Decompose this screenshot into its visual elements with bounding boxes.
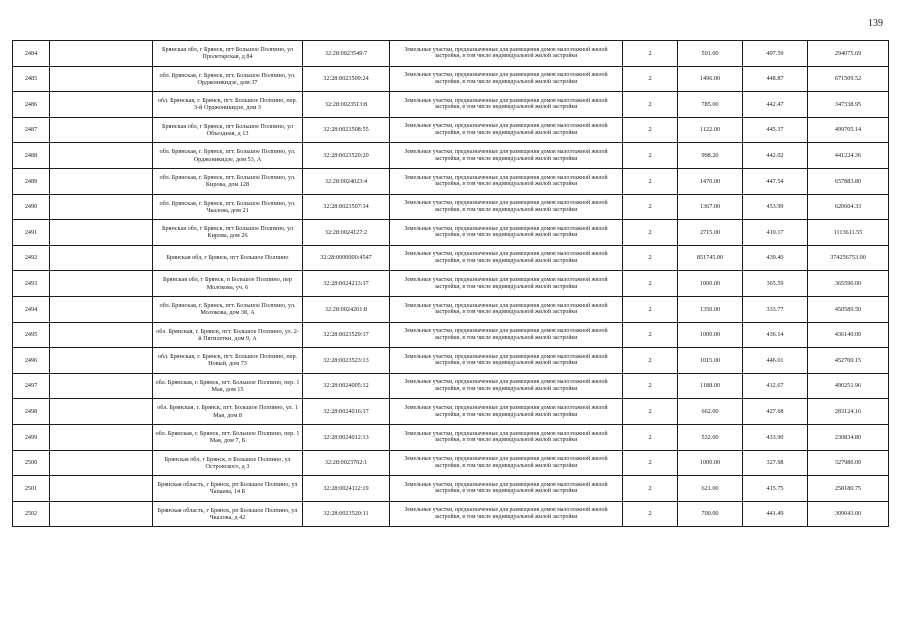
land-purpose-cell: Земельные участки, предназначенные для размещения домов малоэтажной жилой застройки, в том числе индивидуальной жилой застройки bbox=[390, 117, 623, 143]
cadastral-value-cell: 620604.33 bbox=[808, 194, 889, 220]
table-row bbox=[13, 296, 889, 322]
cadastral-value-cell: 309043.00 bbox=[808, 501, 889, 527]
table-row bbox=[13, 424, 889, 450]
cadastral-number-cell: 32:28:0023509:24 bbox=[303, 66, 390, 92]
cadastral-value-cell: 499705.14 bbox=[808, 117, 889, 143]
cadastral-number-cell: 32:28:0024213:17 bbox=[303, 271, 390, 297]
row-number-cell: 2493 bbox=[13, 271, 50, 297]
rate-cell: 448.87 bbox=[743, 66, 808, 92]
cadastral-value-cell: 374256753.00 bbox=[808, 245, 889, 271]
table-row bbox=[13, 66, 889, 92]
row-number-cell: 2500 bbox=[13, 450, 50, 476]
rate-cell: 441.49 bbox=[743, 501, 808, 527]
table-row bbox=[13, 92, 889, 118]
rate-cell: 442.47 bbox=[743, 92, 808, 118]
address-cell: обл. Брянская, г. Брянск, пгт. Большое Полпино, ул. Орджоникидзе, дом 53, А bbox=[153, 143, 303, 169]
land-purpose-cell: Земельные участки, предназначенные для размещения домов малоэтажной жилой застройки, в том числе индивидуальной жилой застройки bbox=[390, 322, 623, 348]
group-cell: 2 bbox=[623, 92, 678, 118]
group-cell: 2 bbox=[623, 41, 678, 67]
cadastral-value-cell: 436140.00 bbox=[808, 322, 889, 348]
rate-cell: 497.59 bbox=[743, 41, 808, 67]
address-cell: обл. Брянская, г. Брянск, пгт. Большое Полпино, ул. 2-й Пятилетки, дом 9, А bbox=[153, 322, 303, 348]
rate-cell: 365.59 bbox=[743, 271, 808, 297]
address-cell: Брянская обл, г Брянск, пгт Большое Полпино, ул Кирова, дом 26 bbox=[153, 220, 303, 246]
table-row bbox=[13, 117, 889, 143]
group-cell: 2 bbox=[623, 322, 678, 348]
address-cell: обл. Брянская, г. Брянск, пгт. Большое Полпино, ул. Орджоникидзе, дом 37 bbox=[153, 66, 303, 92]
area-cell: 851745.00 bbox=[678, 245, 743, 271]
spacer-cell bbox=[50, 424, 153, 450]
row-number-cell: 2485 bbox=[13, 66, 50, 92]
address-cell: обл. Брянская, г. Брянск, пгт. Большое Полпино, ул. 1 Мая, дом 8 bbox=[153, 399, 303, 425]
address-cell: Брянская область, г Брянск, рп Большое Полпино, ул Чкалова, д 42 bbox=[153, 501, 303, 527]
row-number-cell: 2489 bbox=[13, 168, 50, 194]
rate-cell: 453.99 bbox=[743, 194, 808, 220]
land-purpose-cell: Земельные участки, предназначенные для размещения домов малоэтажной жилой застройки, в том числе индивидуальной жилой застройки bbox=[390, 194, 623, 220]
cadastral-number-cell: 32:28:0024012:13 bbox=[303, 424, 390, 450]
group-cell: 2 bbox=[623, 348, 678, 374]
area-cell: 1188.00 bbox=[678, 373, 743, 399]
area-cell: 591.00 bbox=[678, 41, 743, 67]
group-cell: 2 bbox=[623, 373, 678, 399]
spacer-cell bbox=[50, 194, 153, 220]
cadastral-value-cell: 365590.00 bbox=[808, 271, 889, 297]
cadastral-number-cell: 32:28:0023508:55 bbox=[303, 117, 390, 143]
table-row bbox=[13, 450, 889, 476]
rate-cell: 442.02 bbox=[743, 143, 808, 169]
cadastral-value-cell: 283124.16 bbox=[808, 399, 889, 425]
address-cell: Брянская обл, г Брянск, пгт Большое Полпино, ул Объездная, д 13 bbox=[153, 117, 303, 143]
row-number-cell: 2484 bbox=[13, 41, 50, 67]
cadastral-number-cell: 32:28:0023549:7 bbox=[303, 41, 390, 67]
rate-cell: 446.01 bbox=[743, 348, 808, 374]
spacer-cell bbox=[50, 168, 153, 194]
cadastral-number-cell: 32:28:0024016:17 bbox=[303, 399, 390, 425]
row-number-cell: 2502 bbox=[13, 501, 50, 527]
address-cell: Брянская обл, г Брянск, п Большое Полпино, ул Островского, д 3 bbox=[153, 450, 303, 476]
rate-cell: 447.54 bbox=[743, 168, 808, 194]
area-cell: 1496.00 bbox=[678, 66, 743, 92]
cadastral-number-cell: 32:28:0024005:12 bbox=[303, 373, 390, 399]
rate-cell: 327.98 bbox=[743, 450, 808, 476]
spacer-cell bbox=[50, 41, 153, 67]
land-registry-table bbox=[12, 40, 889, 527]
cadastral-number-cell: 32:28:0023513:8 bbox=[303, 92, 390, 118]
table-body bbox=[13, 41, 889, 527]
row-number-cell: 2490 bbox=[13, 194, 50, 220]
row-number-cell: 2495 bbox=[13, 322, 50, 348]
row-number-cell: 2496 bbox=[13, 348, 50, 374]
rate-cell: 427.68 bbox=[743, 399, 808, 425]
spacer-cell bbox=[50, 143, 153, 169]
row-number-cell: 2498 bbox=[13, 399, 50, 425]
address-cell: Брянская область, г Брянск, рп Большое Полпино, ул Чапаева, 14 Б bbox=[153, 476, 303, 502]
area-cell: 662.00 bbox=[678, 399, 743, 425]
spacer-cell bbox=[50, 450, 153, 476]
table-row bbox=[13, 220, 889, 246]
spacer-cell bbox=[50, 245, 153, 271]
spacer-cell bbox=[50, 501, 153, 527]
group-cell: 2 bbox=[623, 450, 678, 476]
rate-cell: 439.40 bbox=[743, 245, 808, 271]
cadastral-number-cell: 32:28:0024127:2 bbox=[303, 220, 390, 246]
land-purpose-cell: Земельные участки, предназначенные для размещения домов малоэтажной жилой застройки, в том числе индивидуальной жилой застройки bbox=[390, 168, 623, 194]
area-cell: 1470.00 bbox=[678, 168, 743, 194]
row-number-cell: 2492 bbox=[13, 245, 50, 271]
cadastral-number-cell: 32:28:0023507:14 bbox=[303, 194, 390, 220]
group-cell: 2 bbox=[623, 399, 678, 425]
area-cell: 700.00 bbox=[678, 501, 743, 527]
spacer-cell bbox=[50, 271, 153, 297]
land-purpose-cell: Земельные участки, предназначенные для размещения домов малоэтажной жилой застройки, в том числе индивидуальной жилой застройки bbox=[390, 476, 623, 502]
area-cell: 1122.00 bbox=[678, 117, 743, 143]
spacer-cell bbox=[50, 373, 153, 399]
land-purpose-cell: Земельные участки, предназначенные для размещения домов малоэтажной жилой застройки, в том числе индивидуальной жилой застройки bbox=[390, 220, 623, 246]
rate-cell: 333.77 bbox=[743, 296, 808, 322]
group-cell: 2 bbox=[623, 501, 678, 527]
cadastral-number-cell: 32:28:0024112:19 bbox=[303, 476, 390, 502]
land-purpose-cell: Земельные участки, предназначенные для размещения домов малоэтажной жилой застройки, в том числе индивидуальной жилой застройки bbox=[390, 66, 623, 92]
group-cell: 2 bbox=[623, 424, 678, 450]
row-number-cell: 2486 bbox=[13, 92, 50, 118]
row-number-cell: 2501 bbox=[13, 476, 50, 502]
group-cell: 2 bbox=[623, 66, 678, 92]
spacer-cell bbox=[50, 92, 153, 118]
cadastral-number-cell: 32:28:0023702:1 bbox=[303, 450, 390, 476]
table-row bbox=[13, 168, 889, 194]
cadastral-value-cell: 490251.96 bbox=[808, 373, 889, 399]
cadastral-value-cell: 450589.50 bbox=[808, 296, 889, 322]
group-cell: 2 bbox=[623, 296, 678, 322]
group-cell: 2 bbox=[623, 476, 678, 502]
land-purpose-cell: Земельные участки, предназначенные для размещения домов малоэтажной жилой застройки, в том числе индивидуальной жилой застройки bbox=[390, 450, 623, 476]
land-purpose-cell: Земельные участки, предназначенные для размещения домов малоэтажной жилой застройки, в том числе индивидуальной жилой застройки bbox=[390, 424, 623, 450]
area-cell: 1367.00 bbox=[678, 194, 743, 220]
cadastral-value-cell: 230834.80 bbox=[808, 424, 889, 450]
address-cell: обл. Брянская, г. Брянск, пгт. Большое Полпино, пер. 3-й Орджоникидзе, дом 3 bbox=[153, 92, 303, 118]
table-row bbox=[13, 399, 889, 425]
rate-cell: 445.37 bbox=[743, 117, 808, 143]
table-row bbox=[13, 476, 889, 502]
group-cell: 2 bbox=[623, 168, 678, 194]
rate-cell: 436.14 bbox=[743, 322, 808, 348]
row-number-cell: 2499 bbox=[13, 424, 50, 450]
cadastral-number-cell: 32:28:0000000:4547 bbox=[303, 245, 390, 271]
group-cell: 2 bbox=[623, 143, 678, 169]
cadastral-number-cell: 32:28:0023520:20 bbox=[303, 143, 390, 169]
area-cell: 532.00 bbox=[678, 424, 743, 450]
row-number-cell: 2487 bbox=[13, 117, 50, 143]
spacer-cell bbox=[50, 117, 153, 143]
address-cell: обл. Брянская, г. Брянск, пгт. Большое Полпино, пер. 1 Мая, дом 7, Б bbox=[153, 424, 303, 450]
cadastral-number-cell: 32:28:0024201:8 bbox=[303, 296, 390, 322]
area-cell: 1000.00 bbox=[678, 271, 743, 297]
spacer-cell bbox=[50, 220, 153, 246]
cadastral-value-cell: 671509.52 bbox=[808, 66, 889, 92]
land-purpose-cell: Земельные участки, предназначенные для размещения домов малоэтажной жилой застройки, в том числе индивидуальной жилой застройки bbox=[390, 245, 623, 271]
spacer-cell bbox=[50, 399, 153, 425]
table-row bbox=[13, 373, 889, 399]
cadastral-number-cell: 32:28:0023520:11 bbox=[303, 501, 390, 527]
area-cell: 2715.00 bbox=[678, 220, 743, 246]
cadastral-value-cell: 347338.95 bbox=[808, 92, 889, 118]
area-cell: 785.00 bbox=[678, 92, 743, 118]
land-purpose-cell: Земельные участки, предназначенные для размещения домов малоэтажной жилой застройки, в том числе индивидуальной жилой застройки bbox=[390, 501, 623, 527]
spacer-cell bbox=[50, 66, 153, 92]
address-cell: Брянская обл, г Брянск, п Большое Полпино, пер Молокова, уч. 6 bbox=[153, 271, 303, 297]
cadastral-value-cell: 657883.80 bbox=[808, 168, 889, 194]
area-cell: 621.00 bbox=[678, 476, 743, 502]
table-row bbox=[13, 245, 889, 271]
area-cell: 1015.00 bbox=[678, 348, 743, 374]
rate-cell: 410.17 bbox=[743, 220, 808, 246]
group-cell: 2 bbox=[623, 220, 678, 246]
area-cell: 1000.00 bbox=[678, 450, 743, 476]
row-number-cell: 2488 bbox=[13, 143, 50, 169]
cadastral-value-cell: 1113611.55 bbox=[808, 220, 889, 246]
table-row bbox=[13, 194, 889, 220]
spacer-cell bbox=[50, 476, 153, 502]
group-cell: 2 bbox=[623, 271, 678, 297]
address-cell: обл. Брянская, г. Брянск, пгт. Большое Полпино, ул. Кирова, дом 128 bbox=[153, 168, 303, 194]
cadastral-value-cell: 294075.69 bbox=[808, 41, 889, 67]
area-cell: 998.20 bbox=[678, 143, 743, 169]
address-cell: Брянская обл, г Брянск, пгт Большое Полпино, ул Пролетарская, д 84 bbox=[153, 41, 303, 67]
cadastral-value-cell: 258180.75 bbox=[808, 476, 889, 502]
table-row bbox=[13, 143, 889, 169]
spacer-cell bbox=[50, 322, 153, 348]
table-row bbox=[13, 41, 889, 67]
spacer-cell bbox=[50, 296, 153, 322]
address-cell: обл. Брянская, г. Брянск, пгт. Большое Полпино, ул. Чкалова, дом 21 bbox=[153, 194, 303, 220]
land-purpose-cell: Земельные участки, предназначенные для размещения домов малоэтажной жилой застройки, в том числе индивидуальной жилой застройки bbox=[390, 143, 623, 169]
rate-cell: 415.75 bbox=[743, 476, 808, 502]
land-purpose-cell: Земельные участки, предназначенные для размещения домов малоэтажной жилой застройки, в том числе индивидуальной жилой застройки bbox=[390, 41, 623, 67]
rate-cell: 433.90 bbox=[743, 424, 808, 450]
land-purpose-cell: Земельные участки, предназначенные для размещения домов малоэтажной жилой застройки, в том числе индивидуальной жилой застройки bbox=[390, 271, 623, 297]
table-row bbox=[13, 501, 889, 527]
cadastral-value-cell: 327980.00 bbox=[808, 450, 889, 476]
address-cell: обл. Брянская, г. Брянск, пгт. Большое Полпино, пер. 1 Мая, дом 15 bbox=[153, 373, 303, 399]
land-purpose-cell: Земельные участки, предназначенные для размещения домов малоэтажной жилой застройки, в том числе индивидуальной жилой застройки bbox=[390, 373, 623, 399]
land-purpose-cell: Земельные участки, предназначенные для размещения домов малоэтажной жилой застройки, в том числе индивидуальной жилой застройки bbox=[390, 296, 623, 322]
area-cell: 1350.00 bbox=[678, 296, 743, 322]
row-number-cell: 2491 bbox=[13, 220, 50, 246]
row-number-cell: 2497 bbox=[13, 373, 50, 399]
land-purpose-cell: Земельные участки, предназначенные для размещения домов малоэтажной жилой застройки, в том числе индивидуальной жилой застройки bbox=[390, 399, 623, 425]
rate-cell: 412.67 bbox=[743, 373, 808, 399]
page-number: 139 bbox=[868, 18, 883, 29]
group-cell: 2 bbox=[623, 117, 678, 143]
table-row bbox=[13, 348, 889, 374]
cadastral-number-cell: 32:28:0023529:17 bbox=[303, 322, 390, 348]
table-row bbox=[13, 322, 889, 348]
spacer-cell bbox=[50, 348, 153, 374]
row-number-cell: 2494 bbox=[13, 296, 50, 322]
address-cell: обл. Брянская, г. Брянск, пгт. Большое Полпино, ул. Молокова, дом 38, А bbox=[153, 296, 303, 322]
cadastral-number-cell: 32:28:0024023:4 bbox=[303, 168, 390, 194]
table-row bbox=[13, 271, 889, 297]
cadastral-value-cell: 441224.36 bbox=[808, 143, 889, 169]
address-cell: Брянская обл, г Брянск, пгт Большое Полпино bbox=[153, 245, 303, 271]
area-cell: 1000.00 bbox=[678, 322, 743, 348]
land-purpose-cell: Земельные участки, предназначенные для размещения домов малоэтажной жилой застройки, в том числе индивидуальной жилой застройки bbox=[390, 348, 623, 374]
group-cell: 2 bbox=[623, 245, 678, 271]
land-purpose-cell: Земельные участки, предназначенные для размещения домов малоэтажной жилой застройки, в том числе индивидуальной жилой застройки bbox=[390, 92, 623, 118]
cadastral-number-cell: 32:28:0023523:13 bbox=[303, 348, 390, 374]
address-cell: обл. Брянская, г. Брянск, пгт. Большое Полпино, пер. Новый, дом 73 bbox=[153, 348, 303, 374]
group-cell: 2 bbox=[623, 194, 678, 220]
cadastral-value-cell: 452700.15 bbox=[808, 348, 889, 374]
